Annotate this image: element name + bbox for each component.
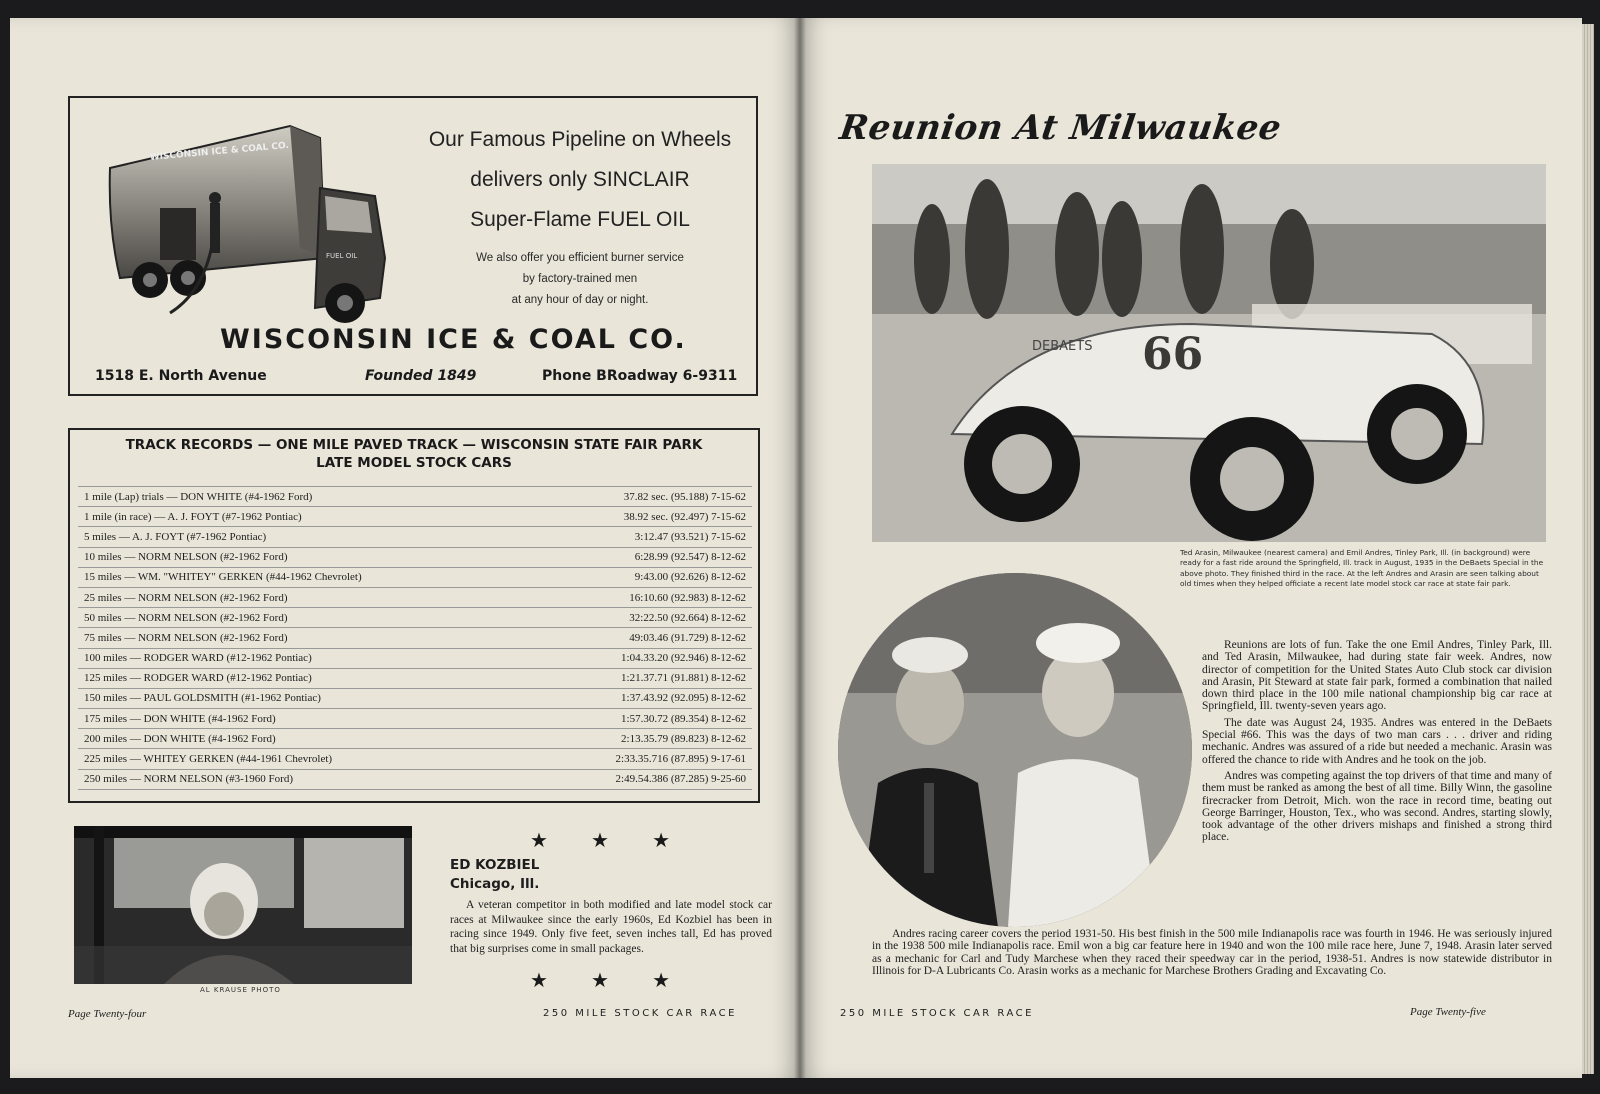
- track-record-row: [78, 648, 752, 668]
- record-event: 200 miles — DON WHITE (#4-1962 Ford): [78, 729, 520, 749]
- record-time: 1:57.30.72: [621, 712, 669, 725]
- kozbiel-heading: [450, 856, 539, 894]
- ad-service-line: at any hour of day or night.: [511, 294, 649, 306]
- record-time: [520, 729, 752, 749]
- record-event: 100 miles — RODGER WARD (#12-1962 Pontiac): [78, 648, 520, 668]
- record-time: [520, 749, 752, 769]
- ad-service-text: [450, 248, 710, 311]
- record-speed: (91.729): [670, 631, 709, 644]
- track-record-row: [78, 587, 752, 607]
- record-speed: (89.354): [670, 712, 709, 725]
- fuel-truck-illustration: [90, 108, 390, 328]
- record-time: [520, 608, 752, 628]
- record-date: 8-12-62: [711, 652, 746, 665]
- car-number: 66: [1142, 329, 1204, 380]
- kozbiel-bio: A veteran competitor in both modified and late model stock car races at Milwaukee since the early 1960s, Ed Kozbiel has been in racing since 1949. Only five feet, seven inches tall, Ed has proved that big surprises come in small packages.: [450, 899, 772, 955]
- record-date: 7-15-62: [711, 510, 746, 523]
- article-body: [1202, 639, 1552, 848]
- record-time: [520, 628, 752, 648]
- right-page-number: Page Twenty-five: [1410, 1006, 1486, 1018]
- ad-phone: Phone BRoadway 6-9311: [542, 368, 738, 384]
- track-record-row: [78, 567, 752, 587]
- record-time: 32:22.50: [629, 611, 669, 624]
- article-closing-paragraph: Andres racing career covers the period 1931-50. His best finish in the 500 mile Indianapolis race was fourth in 1946. He was seriously injured in the 1938 500 mile Indianapolis race. Emil won a big car feature here in 1940 and won the 100 mile race here, June 7, 1948. Arasin later served as a mechanic for Carl and Tudy Marchese when they raced their speedway car in the period, 1938-51. Andres is now statewide distributor in Illinois for D-A Lubricants Co. Arasin works as a mechanic for Marchese Brothers Grading and Excavating Co.: [872, 928, 1552, 977]
- kozbiel-photo-credit: AL KRAUSE PHOTO: [200, 986, 281, 994]
- fuel-oil-advertisement: [68, 96, 758, 396]
- record-event: 225 miles — WHITEY GERKEN (#44-1961 Chevrolet): [78, 749, 520, 769]
- track-records-title: [70, 430, 758, 472]
- record-time: 6:28.99: [634, 551, 669, 564]
- record-time: [520, 769, 752, 789]
- article-paragraph: The date was August 24, 1935. Andres was entered in the DeBaets Special #66. This was the days of two man cars . . . driver and riding mechanic. Andres was assured of a ride but needed a mechanic. Arasin was offered the chance to ride with Andres and he took on the job.: [1202, 716, 1552, 766]
- track-records-box: [68, 428, 760, 803]
- record-time: 16:10.60: [629, 591, 669, 604]
- record-event: 10 miles — NORM NELSON (#2-1962 Ford): [78, 547, 520, 567]
- record-event: 175 miles — DON WHITE (#4-1962 Ford): [78, 709, 520, 729]
- record-date: 8-12-62: [711, 571, 746, 584]
- track-record-row: [78, 507, 752, 527]
- race-car-image: [872, 164, 1546, 542]
- record-event: 15 miles — WM. "WHITEY" GERKEN (#44-1962 Chevrolet): [78, 567, 520, 587]
- record-time: [520, 567, 752, 587]
- photo-caption: Ted Arasin, Milwaukee (nearest camera) and Emil Andres, Tinley Park, Ill. (in background) were ready for a fast ride around the Springfield, Ill. track in August, 1935 in the DeBaets Special in the above photo. They finished third in the race. At the left Andres and Arasin are seen talking about old times when they helped officiate a recent late model stock car race at state fair park.: [1180, 548, 1544, 589]
- track-record-row: [78, 749, 752, 769]
- record-event: 25 miles — NORM NELSON (#2-1962 Ford): [78, 587, 520, 607]
- record-date: 8-12-62: [711, 672, 746, 685]
- left-page: [10, 18, 800, 1078]
- record-speed: (87.895): [670, 753, 709, 766]
- record-date: 8-12-62: [711, 611, 746, 624]
- record-event: 150 miles — PAUL GOLDSMITH (#1-1962 Pontiac): [78, 688, 520, 708]
- record-event: 250 miles — NORM NELSON (#3-1960 Ford): [78, 769, 520, 789]
- left-page-number: Page Twenty-four: [68, 1008, 147, 1020]
- andres-arasin-portrait: [838, 573, 1192, 927]
- ad-address: 1518 E. North Avenue: [95, 368, 267, 384]
- binding-spine: [794, 18, 806, 1078]
- record-event: 1 mile (in race) — A. J. FOYT (#7-1962 Pontiac): [78, 507, 520, 527]
- record-speed: (93.521): [670, 530, 709, 543]
- record-time: [520, 688, 752, 708]
- ad-company-name: WISCONSIN ICE & COAL CO.: [220, 324, 687, 355]
- record-speed: (92.547): [670, 551, 709, 564]
- record-date: 8-12-62: [711, 732, 746, 745]
- track-records-title-line: TRACK RECORDS — ONE MILE PAVED TRACK — WISCONSIN STATE FAIR PARK: [125, 437, 703, 453]
- record-date: 9-17-61: [711, 753, 746, 766]
- track-record-row: [78, 628, 752, 648]
- record-time: [520, 527, 752, 547]
- star-row-bottom: [530, 968, 670, 993]
- record-speed: (92.095): [670, 692, 709, 705]
- record-speed: (89.823): [670, 732, 709, 745]
- record-date: 8-12-62: [711, 692, 746, 705]
- article-paragraph: Andres was competing against the top drivers of that time and many of them must be ranked as among the best of all time. Billy Winn, the gasoline firecracker from Detroit, Mich. won the race in record time, beating out George Barringer, Houston, Tex., who was second. Andres, starting slowly, took advantage of the other drivers mishaps and finished a strong third place.: [1202, 769, 1552, 844]
- record-date: 8-12-62: [711, 591, 746, 604]
- ad-headline: [410, 120, 750, 240]
- record-time: [520, 547, 752, 567]
- ad-headline-line: Super-Flame FUEL OIL: [470, 208, 690, 231]
- track-record-row: [78, 487, 752, 507]
- two-men-image: [838, 573, 1192, 927]
- track-record-row: [78, 688, 752, 708]
- record-date: 7-15-62: [711, 530, 746, 543]
- article-paragraph: Reunions are lots of fun. Take the one Emil Andres, Tinley Park, Ill. and Ted Arasin, Milwaukee, had during state fair week. Andres, now director of competition for the United States Auto Club stock car division and Arasin, Pit Steward at state fair park, formed a combination that nailed down third place in the 100 mile national championship big car race at Springfield, Ill. twenty-seven years ago.: [1202, 639, 1552, 713]
- record-date: 8-12-62: [711, 631, 746, 644]
- record-time: [520, 587, 752, 607]
- track-record-row: [78, 709, 752, 729]
- record-time: 2:13.35.79: [621, 732, 669, 745]
- record-event: 1 mile (Lap) trials — DON WHITE (#4-1962 Ford): [78, 487, 520, 507]
- record-time: [520, 507, 752, 527]
- track-record-row: [78, 547, 752, 567]
- right-page: [800, 18, 1582, 1078]
- star-row-top: [530, 828, 670, 853]
- star-icon: ★: [530, 970, 548, 992]
- record-time: 1:37.43.92: [621, 692, 669, 705]
- star-icon: ★: [652, 830, 670, 852]
- record-time: 9:43.00: [634, 571, 669, 584]
- star-icon: ★: [530, 830, 548, 852]
- record-date: 9-25-60: [711, 773, 746, 786]
- record-time: 49:03.46: [629, 631, 669, 644]
- track-record-row: [78, 729, 752, 749]
- record-speed: (87.285): [670, 773, 709, 786]
- record-time: 38.92 sec.: [623, 510, 669, 523]
- kozbiel-name: ED KOZBIEL: [450, 857, 540, 873]
- track-record-row: [78, 769, 752, 789]
- record-speed: (92.946): [670, 652, 709, 665]
- record-speed: (91.881): [670, 672, 709, 685]
- truck-side-text: WISCONSIN ICE & COAL CO.: [149, 140, 290, 163]
- article-headline: Reunion At Milwaukee: [837, 108, 1284, 148]
- record-time: 1:04.33.20: [621, 652, 669, 665]
- truck-door-text: FUEL OIL: [326, 252, 358, 260]
- car-name: DEBAETS: [1032, 339, 1093, 354]
- record-event: 75 miles — NORM NELSON (#2-1962 Ford): [78, 628, 520, 648]
- kozbiel-city: Chicago, Ill.: [450, 876, 540, 892]
- track-record-row: [78, 608, 752, 628]
- track-record-row: [78, 527, 752, 547]
- record-time: [520, 487, 752, 507]
- race-car-photo: [872, 164, 1546, 542]
- record-date: 8-12-62: [711, 551, 746, 564]
- record-speed: (92.626): [670, 571, 709, 584]
- ad-headline-line: delivers only SINCLAIR: [470, 168, 690, 191]
- track-records-table: [78, 486, 752, 790]
- right-page-footer-title: 250 MILE STOCK CAR RACE: [840, 1008, 1034, 1019]
- record-date: 8-12-62: [711, 712, 746, 725]
- record-speed: (92.664): [670, 611, 709, 624]
- record-time: [520, 648, 752, 668]
- record-time: 2:49.54.386: [615, 773, 669, 786]
- record-speed: (92.983): [670, 591, 709, 604]
- star-icon: ★: [591, 830, 609, 852]
- star-icon: ★: [591, 970, 609, 992]
- ad-headline-line: Our Famous Pipeline on Wheels: [428, 128, 732, 151]
- ad-service-line: by factory-trained men: [522, 273, 638, 285]
- track-record-row: [78, 668, 752, 688]
- record-speed: (92.497): [670, 510, 709, 523]
- record-event: 50 miles — NORM NELSON (#2-1962 Ford): [78, 608, 520, 628]
- ad-service-line: We also offer you efficient burner service: [476, 252, 684, 264]
- driver-in-car-image: [74, 826, 412, 984]
- kozbiel-photo: [74, 826, 412, 984]
- record-time: [520, 668, 752, 688]
- record-time: 1:21.37.71: [621, 672, 669, 685]
- star-icon: ★: [652, 970, 670, 992]
- record-event: 125 miles — RODGER WARD (#12-1962 Pontiac): [78, 668, 520, 688]
- record-date: 7-15-62: [711, 490, 746, 503]
- record-speed: (95.188): [670, 490, 709, 503]
- record-time: [520, 709, 752, 729]
- page-edges: [1582, 24, 1594, 1074]
- track-records-subtitle: LATE MODEL STOCK CARS: [316, 455, 512, 471]
- record-time: 2:33.35.716: [615, 753, 669, 766]
- ad-founded: Founded 1849: [365, 368, 477, 384]
- record-time: 37.82 sec.: [623, 490, 669, 503]
- left-page-footer-title: 250 MILE STOCK CAR RACE: [543, 1008, 737, 1019]
- record-time: 3:12.47: [634, 530, 669, 543]
- record-event: 5 miles — A. J. FOYT (#7-1962 Pontiac): [78, 527, 520, 547]
